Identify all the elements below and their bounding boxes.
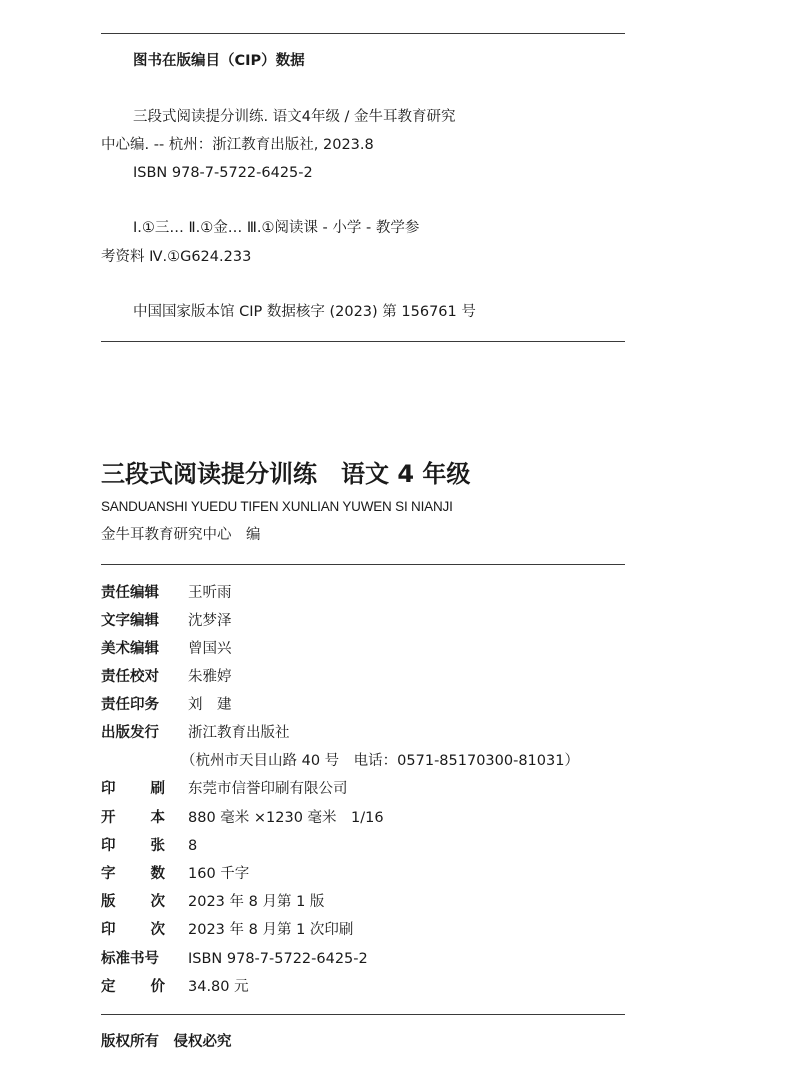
price-label-char: 定	[101, 979, 116, 995]
cip-line: ISBN 978-7-5722-6425-2	[133, 165, 313, 181]
cip-line: 三段式阅读提分训练. 语文4年级 / 金牛耳教育研究	[133, 109, 456, 125]
credit-value: 刘 建	[188, 697, 232, 713]
cip-bottom-rule	[101, 341, 625, 342]
copyright-notice: 版权所有 侵权必究	[101, 1034, 232, 1050]
cip-line: 考资料 Ⅳ.①G624.233	[101, 249, 252, 265]
spec-value: 160 千字	[188, 866, 250, 882]
book-author: 金牛耳教育研究中心 编	[101, 527, 261, 543]
footer-rule	[101, 1014, 625, 1015]
cip-record-number: 中国国家版本馆 CIP 数据核字 (2023) 第 156761 号	[133, 304, 476, 320]
credit-label: 美术编辑	[101, 641, 159, 657]
credit-value: 浙江教育出版社	[188, 725, 290, 741]
spec-label-char: 次	[150, 922, 165, 938]
spec-value: 2023 年 8 月第 1 次印刷	[188, 922, 354, 938]
top-rule	[101, 33, 625, 34]
credit-label: 文字编辑	[101, 613, 159, 629]
spec-label-char: 印	[101, 922, 116, 938]
price-label	[101, 978, 165, 996]
publisher-address: （杭州市天目山路 40 号 电话：0571-85170300-81031）	[181, 753, 579, 769]
spec-label	[101, 893, 165, 911]
spec-label	[101, 921, 165, 939]
cip-line: Ⅰ.①三… Ⅱ.①金… Ⅲ.①阅读课 - 小学 - 教学参	[133, 220, 420, 236]
spec-value: 880 毫米 ×1230 毫米 1/16	[188, 810, 384, 826]
spec-label	[101, 865, 165, 883]
credit-value: 王听雨	[188, 585, 232, 601]
spec-label-char: 印	[101, 838, 116, 854]
book-pinyin: SANDUANSHI YUEDU TIFEN XUNLIAN YUWEN SI NIANJI	[101, 499, 453, 514]
isbn-value: ISBN 978-7-5722-6425-2	[188, 951, 368, 967]
spec-label	[101, 809, 165, 827]
spec-value: 2023 年 8 月第 1 版	[188, 894, 325, 910]
cip-heading: 图书在版编目（CIP）数据	[133, 53, 305, 69]
spec-label	[101, 837, 165, 855]
credit-label: 责任印务	[101, 697, 159, 713]
credit-label: 责任校对	[101, 669, 159, 685]
spec-label-char: 版	[101, 894, 116, 910]
spec-value: 东莞市信誉印刷有限公司	[188, 781, 348, 797]
price-label-char: 价	[150, 979, 165, 995]
credit-label: 出版发行	[101, 725, 159, 741]
credit-value: 朱雅婷	[188, 669, 232, 685]
spec-label-char: 次	[150, 894, 165, 910]
spec-label-char: 张	[150, 838, 165, 854]
spec-label-char: 数	[150, 866, 165, 882]
spec-label-char: 印	[101, 781, 116, 797]
spec-value: 8	[188, 838, 198, 854]
cip-line: 中心编. -- 杭州：浙江教育出版社, 2023.8	[101, 137, 374, 153]
spec-label-char: 字	[101, 866, 116, 882]
isbn-label: 标准书号	[101, 951, 159, 967]
title-rule	[101, 564, 625, 565]
price-value: 34.80 元	[188, 979, 249, 995]
credit-value: 曾国兴	[188, 641, 232, 657]
spec-label-char: 开	[101, 810, 116, 826]
book-title: 三段式阅读提分训练 语文 4 年级	[101, 460, 471, 488]
credit-label: 责任编辑	[101, 585, 159, 601]
spec-label-char: 本	[150, 810, 165, 826]
spec-label-char: 刷	[150, 781, 165, 797]
spec-label	[101, 780, 165, 798]
credit-value: 沈梦泽	[188, 613, 232, 629]
